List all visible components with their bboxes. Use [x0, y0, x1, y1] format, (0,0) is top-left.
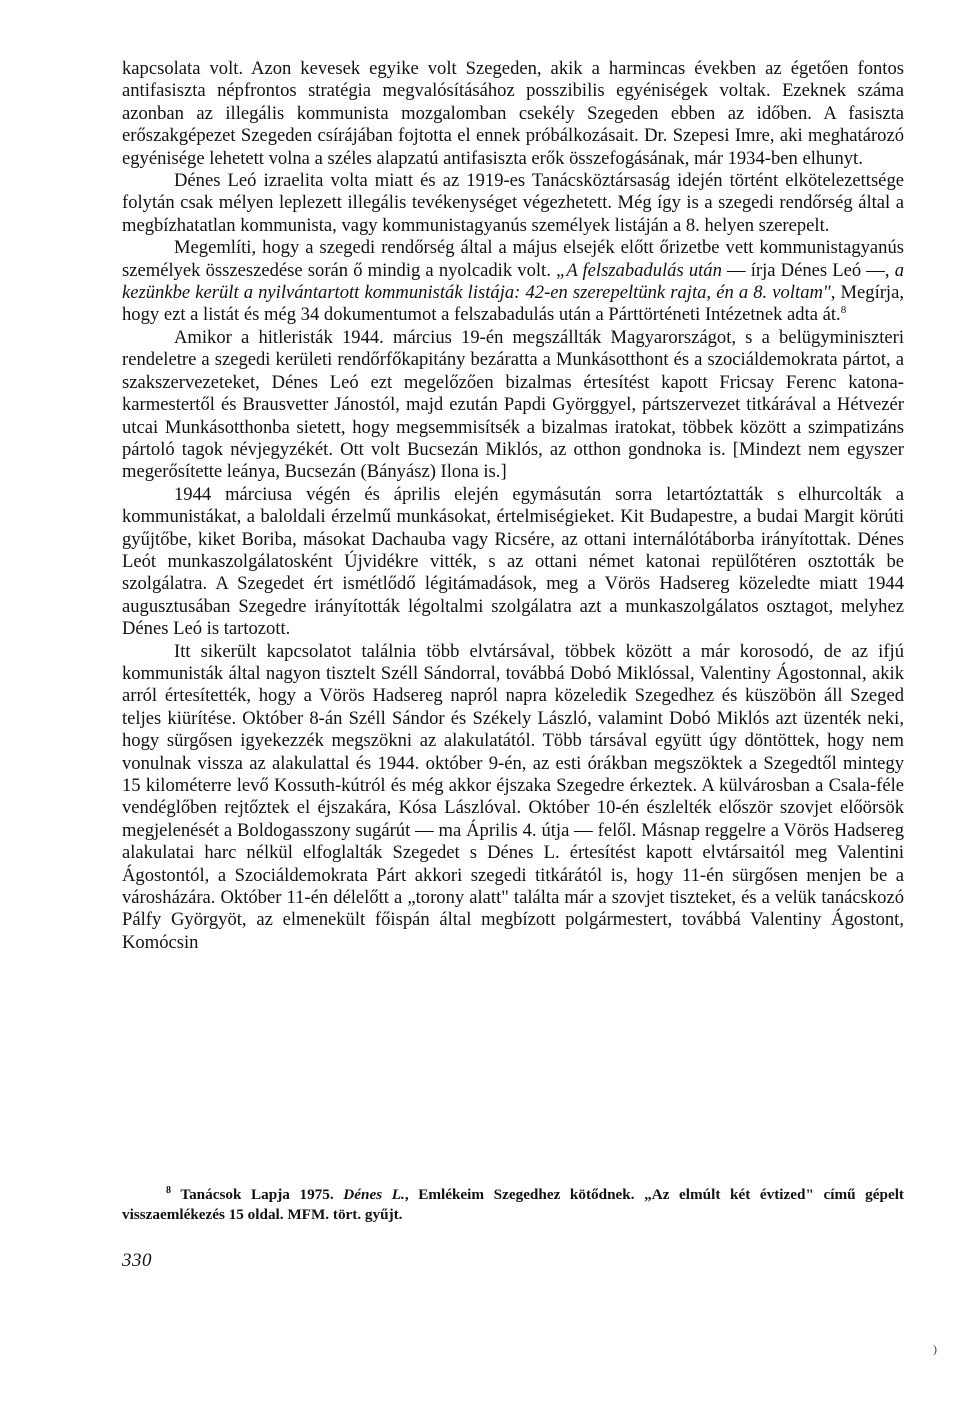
- paragraph-5: 1944 márciusa végén és április elején egymásután sorra letartóztatták s elhurcolták a kommunistákat, a baloldali érzelmű munkásokat, értelmiségieket. Kit Budapestre, a budai Margit körúti gyűjtőbe, kiket Boriba, másokat Dachauba vagy Ricsére, az ottani internálótáborba irányítottak. Dénes Leót munkaszolgálatosként Újvidékre vitték, s az ottani német katonai repülőtéren osztották be szolgálatra. A Szegedet ért ismétlődő légitámadások, meg a Vörös Hadsereg közeledte miatt 1944 augusztusában Szegedre irányították légoltalmi szolgálatra azt a munkaszolgálatos osztagot, melyhez Dénes Leó is tartozott.: [122, 483, 904, 640]
- quote-italic-b: a kezünkbe került a nyilvántartott kommunisták listája: 42-en szerepeltünk rajta, én a 8. voltam": [122, 259, 904, 304]
- paragraph-4: Amikor a hitleristák 1944. március 19-én megszállták Magyarországot, s a belügyminiszteri rendeletre a szegedi kerületi rendőrfőkapitány bezáratta a Munkásotthont és a szociáldemokrata pártot, a szakszervezeteket, Dénes Leó ezt megelőzően bizalmas értesítést kapott Fricsay Ferenc katona-karmestertől és Brausvetter Jánostól, majd ezután Papdi Györggyel, pártszervezet titkárával a Hétvezér utcai Munkásotthonba sietett, hogy megsemmisítsék a bizalmas iratokat, többek között a szimpatizáns pártoló tagok névjegyzékét. Ott volt Bucsezán Miklós, az otthon gondnoka is. [Mindezt nem egyszer megerősítette leánya, Bucsezán (Bányász) Ilona is.]: [122, 326, 904, 483]
- footnote-author: Dénes L.: [343, 1186, 405, 1203]
- paragraph-3: [122, 237, 904, 327]
- paragraph-6: Itt sikerült kapcsolatot találnia több elvtársával, többek között a már korosodó, de az ifjú kommunisták által nagyon tisztelt Széll Sándorral, továbbá Dobó Miklóssal, Valentiny Ágostonnal, akik arról értesítették, hogy a Vörös Hadsereg napról napra közeledik Szegedhez és küszöbön áll Szeged teljes kiürítése. Október 8-án Széll Sándor és Székely László, valamint Dobó Miklós azt üzenték neki, hogy sürgősen igyekezzék megszökni az alakulatától. Több társával együtt úgy döntöttek, hogy nem vonulnak vissza az alakulattal és 1944. október 9-én, az esti órákban megszöktek a Szegedtől mintegy 15 kilométerre levő Kossuth-kútról és még akkor éjszaka Szegedre érkeztek. A külvárosban a Csala-féle vendéglőben rejtőztek el éjszakára, Kósa Lászlóval. Október 10-én észlelték először szovjet előörsök megjelenését a Boldogasszony sugárút — ma Április 4. útja — felől. Másnap reggelre a Vörös Hadsereg alakulatai harc nélkül elfoglalták Szegedet s Dénes L. értesítést kapott elvtársaitól meg Valentini Ágostontól, a Szociáldemokrata Párt akkori szegedi titkárától is, hogy 11-én sürgősen menjen be a városházára. Október 11-én délelőtt a „torony alatt" találta már a szovjet tiszteket, és a velük tanácskozó Pálfy Györgyöt, az elmenekült főispán által megbízott polgármestert, továbbá Valentiny Ágostont, Komócsin: [122, 640, 904, 953]
- body-text: [122, 58, 904, 954]
- footnote: [122, 1185, 904, 1225]
- page-number: 330: [122, 1250, 152, 1271]
- quote-italic-a: „A felszabadulás után: [555, 259, 722, 281]
- footnote-text-b: , Emlékeim Szegedhez kötődnek. „Az elmúlt két évtized" című gépelt visszaemlékezés 15 oldal. MFM. tört. gyűjt.: [122, 1186, 904, 1223]
- footnote-text: [122, 1185, 904, 1225]
- paragraph-3-text-c: , Megírja, hogy ezt a listát és még 34 dokumentumot a felszabadulás után a Párttörténeti Intézetnek adta át.: [122, 282, 904, 326]
- scan-edge-mark: ): [933, 1342, 937, 1356]
- paragraph-1: kapcsolata volt. Azon kevesek egyike volt Szegeden, akik a harmincas években az égetően fontos antifasiszta népfrontos stratégia megvalósításához posszibilis egyéniségek voltak. Ezeknek száma azonban az illegális kommunista mozgalomban csekély Szegeden ebben az időben. A fasiszta erőszakgépezet Szegeden csírájában fojtotta el ennek próbálkozásait. Dr. Szepesi Imre, aki meghatározó egyénisége lehetett volna a széles alapzatú antifasiszta erők összefogásának, már 1934-ben elhunyt.: [122, 58, 904, 169]
- paragraph-3-text-b: — írja Dénes Leó —,: [721, 259, 895, 281]
- footnote-text-a: Tanácsok Lapja 1975.: [171, 1186, 344, 1203]
- paragraph-3-text-a: Megemlíti, hogy a szegedi rendőrség által a május elsejék előtt őrizetbe vett kommunistagyanús személyek összeszedése során ő mindig a nyolcadik volt.: [122, 237, 904, 281]
- footnote-reference[interactable]: 8: [840, 304, 847, 317]
- footnote-marker: 8: [166, 1185, 171, 1196]
- paragraph-2: Dénes Leó izraelita volta miatt és az 1919-es Tanácsköztársaság idején történt elkötelezettsége folytán csak mélyen leplezett illegális tevékenységet végezhetett. Még így is a szegedi rendőrség által a megbízhatatlan kommunista, vagy kommunistagyanús személyek listáján a 8. helyen szerepelt.: [122, 170, 904, 236]
